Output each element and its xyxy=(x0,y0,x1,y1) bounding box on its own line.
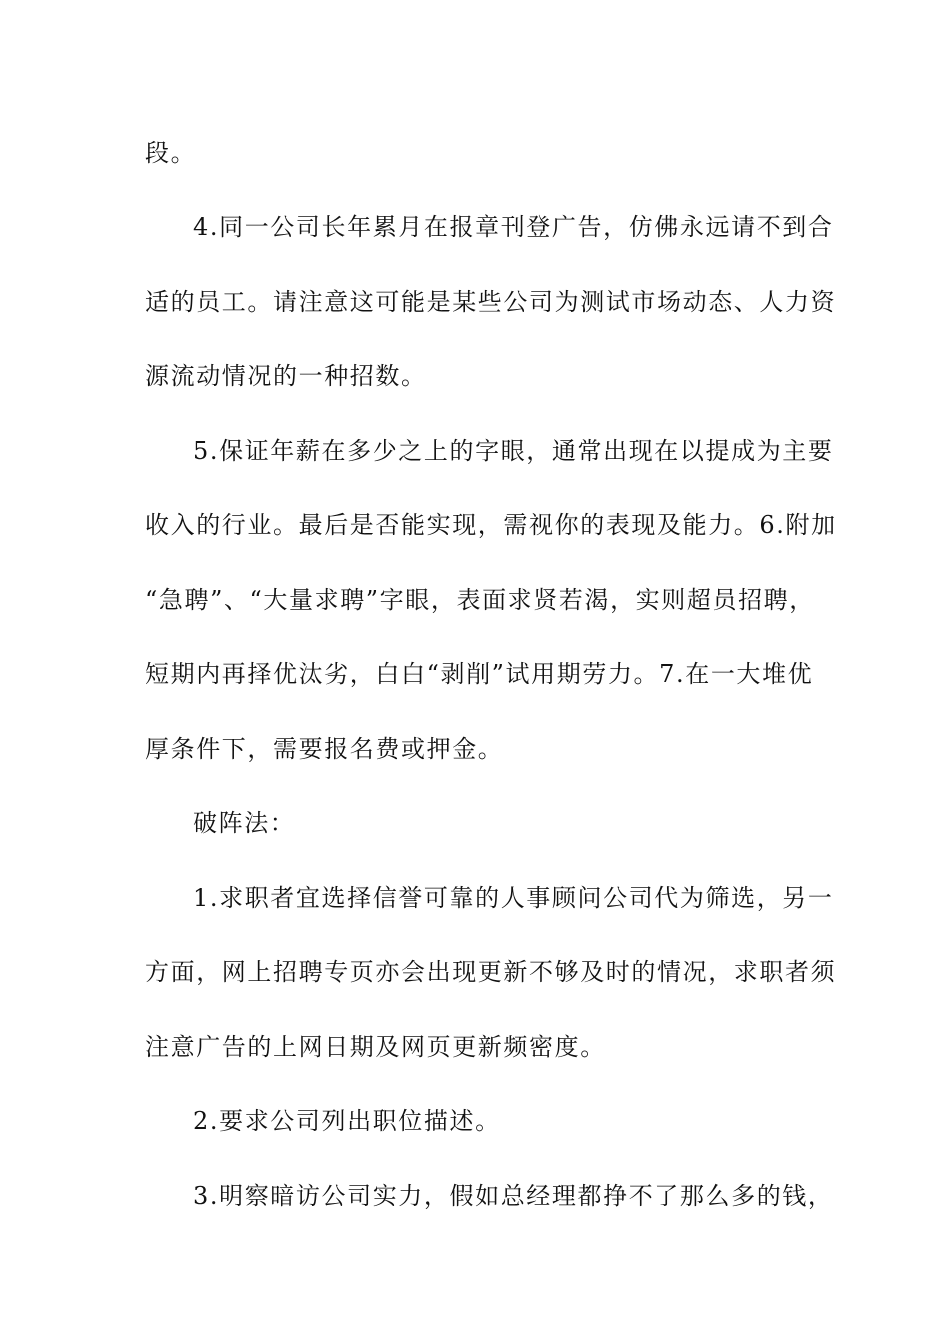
section-heading: 破阵法： xyxy=(193,809,296,837)
text-line: 5.保证年薪在多少之上的字眼，通常出现在以提成为主要 xyxy=(193,437,834,465)
text-line: 2.要求公司列出职位描述。 xyxy=(193,1107,501,1135)
text-line: 适的员工。请注意这可能是某些公司为测试市场动态、人力资 xyxy=(145,288,837,316)
text-line: 方面，网上招聘专页亦会出现更新不够及时的情况，求职者须 xyxy=(145,958,837,986)
text-line: 3.明察暗访公司实力，假如总经理都挣不了那么多的钱， xyxy=(193,1182,834,1210)
text-line: 注意广告的上网日期及网页更新频密度。 xyxy=(145,1033,606,1061)
text-line: 段。 xyxy=(145,139,197,167)
text-line: 源流动情况的一种招数。 xyxy=(145,362,427,390)
text-line: 收入的行业。最后是否能实现，需视你的表现及能力。6.附加 xyxy=(145,511,837,539)
text-line: 1.求职者宜选择信誉可靠的人事顾问公司代为筛选，另一 xyxy=(193,884,834,912)
text-line: 短期内再择优汰劣，白白“剥削”试用期劳力。7.在一大堆优 xyxy=(145,660,814,688)
text-line: “急聘”、“大量求聘”字眼，表面求贤若渴，实则超员招聘， xyxy=(145,586,815,614)
text-line: 厚条件下，需要报名费或押金。 xyxy=(145,735,504,763)
text-line: 4.同一公司长年累月在报章刊登广告，仿佛永远请不到合 xyxy=(193,213,834,241)
